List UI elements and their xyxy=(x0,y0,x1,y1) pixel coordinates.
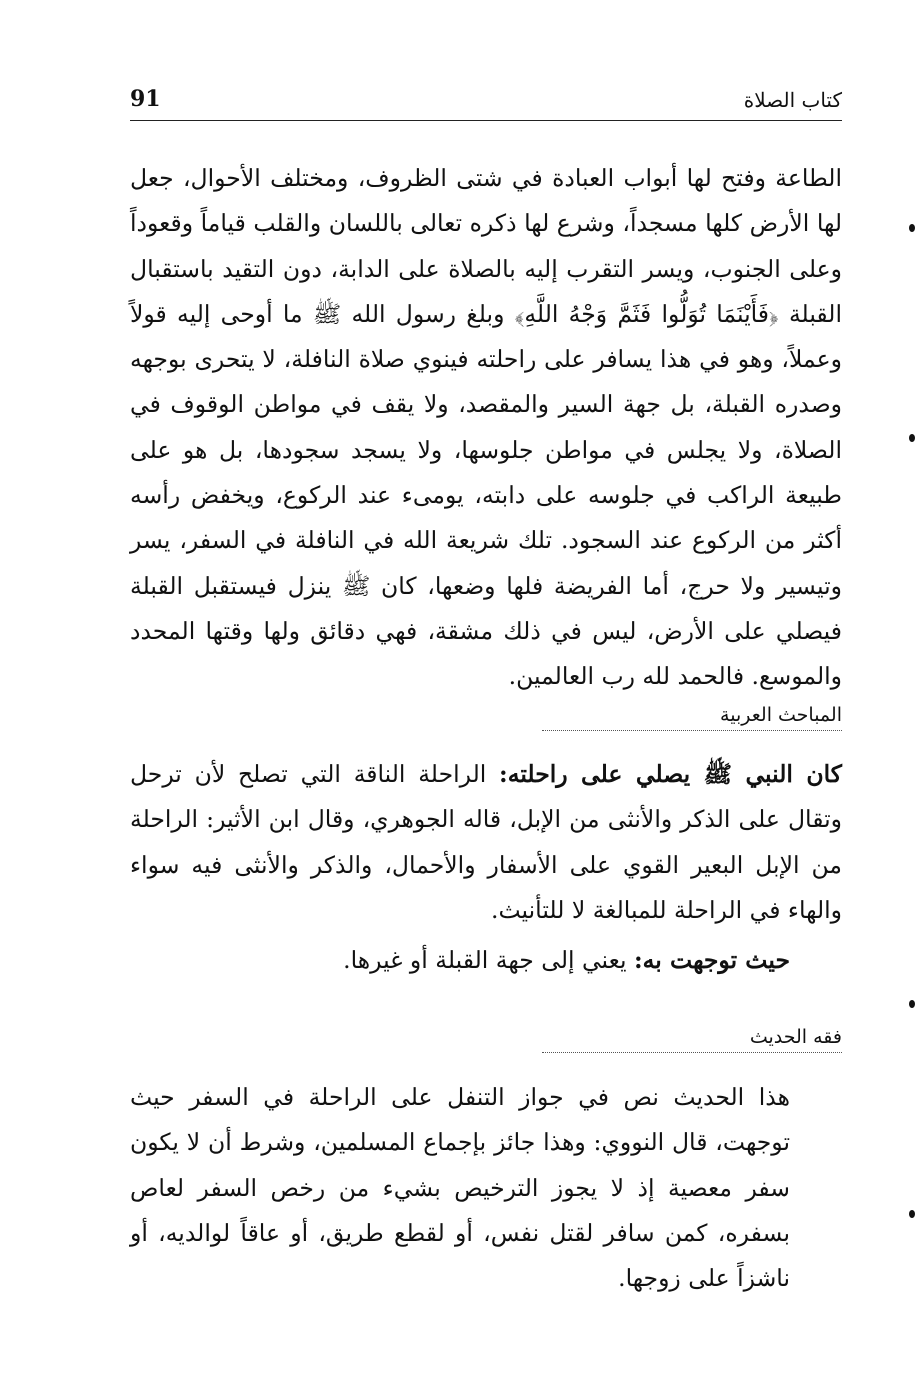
arabic-entry-2-text: يعني إلى جهة القبلة أو غيرها. xyxy=(343,946,634,974)
page-header xyxy=(130,86,842,121)
margin-dot xyxy=(909,434,915,442)
arabic-entry-1-lead: كان النبي ﷺ يصلي على راحلته: xyxy=(499,760,842,788)
section-heading-fiqh: فقه الحديث xyxy=(542,1022,842,1053)
fiqh-paragraph: هذا الحديث نص في جواز التنفل على الراحلة في السفر حيث توجهت، قال النووي: وهذا جائز بإجماع المسلمين، وشرط أن لا يكون سفر معصية إذ لا يجوز الترخيص بشيء من رخص السفر لعاص بسفره، كمن سافر لقتل نفس، أو لقطع طريق، أو عاقاً لوالديه، أو ناشزاً على زوجها. xyxy=(130,1083,790,1293)
arabic-entry-2-lead: حيث توجهت به: xyxy=(634,946,790,974)
arabic-entry-1-text: الراحلة الناقة التي تصلح لأن ترحل وتقال على الذكر والأنثى من الإبل، قاله الجوهري، وقال ابن الأثير: الراحلة من الإبل البعير القوي على الأسفار والأحمال، والذكر والأنثى فيه سواء والهاء في الراحلة للمبالغة لا للتأنيث. xyxy=(130,760,842,924)
arabic-entry-1 xyxy=(130,752,842,933)
intro-paragraph-block xyxy=(130,156,842,700)
margin-dot xyxy=(909,1000,915,1008)
book-title: كتاب الصلاة xyxy=(743,88,842,112)
page-number: 91 xyxy=(130,86,161,112)
fiqh-paragraph-block xyxy=(130,1075,842,1301)
arabic-entry-1-paragraph xyxy=(130,752,842,933)
margin-dot xyxy=(909,224,915,232)
intro-paragraph: الطاعة وفتح لها أبواب العبادة في شتى الظروف، ومختلف الأحوال، جعل لها الأرض كلها مسجداً، وشرع لها ذكره تعالى باللسان والقلب قياماً وقعوداً وعلى الجنوب، ويسر التقرب إليه بالصلاة على الدابة، دون التقيد باستقبال القبلة ﴿فَأَيْنَمَا تُوَلُّوا فَثَمَّ وَجْهُ اللَّهِ﴾ وبلغ رسول الله ﷺ ما أوحى إليه قولاً وعملاً، وهو في هذا يسافر على راحلته فينوي صلاة النافلة، لا يتحرى بوجهه وصدره القبلة، بل جهة السير والمقصد، ولا يقف في مواطن الوقوف في الصلاة، ولا يجلس في مواطن جلوسها، ولا يسجد سجودها، بل هو على طبيعة الراكب في جلوسه على دابته، يومىء عند الركوع، ويخفض رأسه أكثر من الركوع عند السجود. تلك شريعة الله في النافلة في السفر، يسر وتيسير ولا حرج، أما الفريضة فلها وضعها، كان ﷺ ينزل فيستقبل القبلة فيصلي على الأرض، ليس في ذلك مشقة، فهي دقائق ولها وقتها المحدد والموسع. فالحمد لله رب العالمين. xyxy=(130,164,842,691)
arabic-entry-2 xyxy=(130,938,842,983)
section-heading-arabic: المباحث العربية xyxy=(542,700,842,731)
margin-dot xyxy=(909,1210,915,1218)
arabic-entry-2-paragraph xyxy=(130,938,842,983)
